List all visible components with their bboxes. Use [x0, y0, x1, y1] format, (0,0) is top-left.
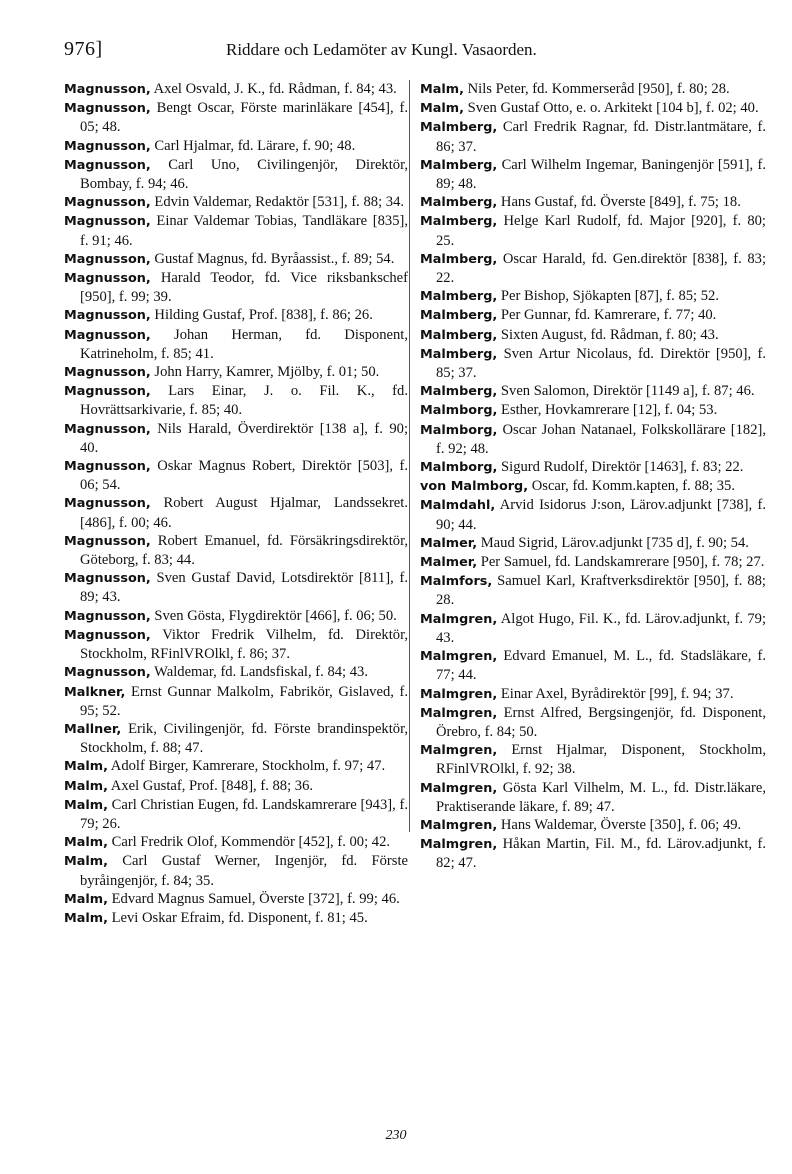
entry-surname: Magnusson,	[64, 571, 151, 587]
entry-details: Einar Valdemar Tobias, Tandläkare [835], f. 91; 46.	[80, 213, 408, 249]
entry-surname: Malm,	[64, 778, 108, 794]
register-entry	[64, 777, 408, 796]
register-entry	[420, 458, 766, 477]
entry-surname: Malmberg,	[420, 308, 498, 324]
entry-details: Nils Peter, fd. Kommerseråd [950], f. 80; 28.	[463, 81, 730, 97]
entry-details: Håkan Martin, Fil. M., fd. Lärov.adjunkt, f. 82; 47.	[436, 836, 766, 872]
register-entry	[64, 306, 408, 325]
register-entry	[420, 816, 766, 835]
register-entry	[64, 663, 408, 682]
entry-details: Hans Gustaf, fd. Överste [849], f. 75; 18.	[497, 194, 741, 211]
register-entry	[420, 193, 766, 212]
entry-surname: Magnusson,	[64, 384, 151, 400]
entry-details: Levi Oskar Efraim, fd. Disponent, f. 81; 45.	[107, 909, 368, 926]
entry-surname: Mallner,	[64, 721, 122, 737]
entry-surname: Malm,	[420, 101, 464, 117]
entry-surname: Malmgren,	[420, 649, 498, 665]
entry-surname: Malmberg,	[420, 157, 498, 173]
entry-details: Samuel Karl, Kraftverksdirektör [950], f. 88; 28.	[436, 573, 766, 609]
register-entry	[64, 494, 408, 531]
entry-details: Algot Hugo, Fil. K., fd. Lärov.adjunkt, f. 79; 43.	[436, 610, 766, 646]
register-entry	[420, 99, 766, 118]
column-divider	[409, 80, 410, 832]
entry-details: Per Gunnar, fd. Kamrerare, f. 77; 40.	[497, 307, 717, 324]
entry-details: Hans Waldemar, Överste [350], f. 06; 49.	[497, 816, 742, 833]
register-entry	[64, 796, 408, 833]
entry-surname: Malmborg,	[420, 422, 498, 438]
register-entry	[64, 137, 408, 156]
entry-surname: Malmborg,	[420, 403, 498, 419]
register-entry	[64, 720, 408, 757]
entry-surname: Malmgren,	[420, 686, 498, 702]
entry-details: Gustaf Magnus, fd. Byråassist., f. 89; 54.	[150, 250, 395, 267]
register-entry	[64, 420, 408, 457]
entry-surname: Malmborg,	[420, 460, 498, 476]
entry-details: Oscar Harald, fd. Gen.direktör [838], f. 83; 22.	[436, 250, 766, 287]
entry-surname: Magnusson,	[64, 82, 151, 97]
entry-surname: Malmberg,	[420, 346, 498, 362]
register-entry	[420, 118, 766, 155]
entry-surname: Malm,	[64, 910, 108, 926]
entry-surname: Malmgren,	[420, 705, 498, 721]
entry-surname: Magnusson,	[64, 533, 151, 549]
page-header	[64, 38, 734, 64]
entry-details: Per Bishop, Sjökapten [87], f. 85; 52.	[497, 288, 719, 305]
entry-surname: Magnusson,	[64, 214, 151, 230]
entry-details: Waldemar, fd. Landsfiskal, f. 84; 43.	[150, 664, 368, 681]
entry-details: Adolf Birger, Kamrerare, Stockholm, f. 97; 47.	[107, 758, 386, 775]
entry-details: Carl Wilhelm Ingemar, Baningenjör [591], f. 89; 48.	[436, 156, 766, 193]
entry-details: Oscar, fd. Komm.kapten, f. 88; 35.	[528, 478, 736, 495]
register-entry	[64, 212, 408, 249]
entry-details: Viktor Fredrik Vilhelm, fd. Direktör, Stockholm, RFinlVROlkl, f. 86; 37.	[80, 626, 408, 663]
entry-surname: Malm,	[64, 854, 108, 870]
entry-details: Esther, Hovkamrerare [12], f. 04; 53.	[497, 402, 718, 419]
register-entry	[420, 704, 766, 741]
register-entry	[64, 269, 408, 306]
register-entry	[420, 212, 766, 249]
entry-details: Carl Hjalmar, fd. Lärare, f. 90; 48.	[150, 137, 356, 154]
left-column	[64, 80, 408, 928]
register-entry	[64, 156, 408, 193]
running-title: Riddare och Ledamöter av Kungl. Vasaorden.	[226, 40, 537, 59]
entry-surname: Malm,	[64, 891, 108, 907]
entry-details: Harald Teodor, fd. Vice riksbankschef [950], f. 99; 39.	[80, 270, 408, 306]
register-entry	[64, 457, 408, 494]
register-entry	[64, 250, 408, 269]
register-entry	[420, 306, 766, 325]
entry-surname: Malmberg,	[420, 195, 498, 211]
register-entry	[64, 833, 408, 852]
entry-surname: Malmfors,	[420, 574, 493, 590]
entry-surname: Malmberg,	[420, 327, 498, 343]
entry-details: Carl Fredrik Olof, Kommendör [452], f. 00; 42.	[107, 834, 391, 851]
register-entry	[64, 99, 408, 136]
entry-details: Ernst Alfred, Bergsingenjör, fd. Disponent, Örebro, f. 84; 50.	[436, 704, 766, 740]
register-entry	[64, 326, 408, 363]
register-entry	[420, 534, 766, 553]
entry-surname: Malmberg,	[420, 251, 498, 267]
register-entry	[420, 741, 766, 778]
entry-surname: Malmgren,	[420, 817, 498, 833]
entry-surname: Magnusson,	[64, 138, 151, 154]
entry-surname: Magnusson,	[64, 251, 151, 267]
register-entry	[420, 647, 766, 684]
register-entry	[64, 757, 408, 776]
register-entry	[420, 326, 766, 345]
entry-surname: von Malmborg,	[420, 479, 529, 495]
entry-details: Sven Salomon, Direktör [1149 a], f. 87; 46.	[497, 383, 755, 400]
entry-details: Erik, Civilingenjör, fd. Förste brandinspektör, Stockholm, f. 88; 47.	[80, 720, 408, 757]
entry-surname: Magnusson,	[64, 157, 151, 173]
register-entry	[420, 572, 766, 609]
entry-surname: Magnusson,	[64, 608, 151, 624]
register-entry	[420, 401, 766, 420]
entry-details: Sven Gustaf Otto, e. o. Arkitekt [104 b], f. 02; 40.	[463, 100, 759, 117]
entry-surname: Malm,	[420, 82, 464, 97]
entry-surname: Magnusson,	[64, 195, 151, 211]
entry-details: Axel Gustaf, Prof. [848], f. 88; 36.	[107, 777, 314, 794]
register-entry	[420, 382, 766, 401]
entry-details: Per Samuel, fd. Landskamrerare [950], f. 78; 27.	[477, 554, 765, 571]
entry-surname: Malmdahl,	[420, 498, 496, 514]
entry-surname: Malmberg,	[420, 214, 498, 230]
entry-details: Carl Christian Eugen, fd. Landskamrerare [943], f. 79; 26.	[80, 796, 408, 832]
entry-details: Sven Gustaf David, Lotsdirektör [811], f. 89; 43.	[80, 570, 408, 606]
entry-surname: Malmer,	[420, 555, 478, 571]
entry-details: Sixten August, fd. Rådman, f. 80; 43.	[497, 326, 719, 343]
entry-surname: Magnusson,	[64, 665, 151, 681]
register-entry	[64, 193, 408, 212]
register-entry	[420, 496, 766, 533]
entry-surname: Malmgren,	[420, 743, 498, 759]
register-entry	[420, 156, 766, 193]
register-entry	[64, 363, 408, 382]
entry-details: Carl Fredrik Ragnar, fd. Distr.lantmätare, f. 86; 37.	[436, 119, 766, 155]
register-entry	[64, 852, 408, 889]
entry-surname: Malmgren,	[420, 780, 498, 796]
register-entry	[64, 890, 408, 909]
entry-details: Nils Harald, Överdirektör [138 a], f. 90; 40.	[80, 420, 408, 456]
entry-surname: Malmberg,	[420, 384, 498, 400]
entry-details: Ernst Gunnar Malkolm, Fabrikör, Gislaved, f. 95; 52.	[80, 683, 408, 719]
entry-details: Arvid Isidorus J:son, Lärov.adjunkt [738], f. 90; 44.	[436, 497, 766, 533]
entry-surname: Malmgren,	[420, 837, 498, 853]
entry-surname: Magnusson,	[64, 459, 151, 475]
register-entry	[420, 250, 766, 287]
register-entry	[64, 607, 408, 626]
entry-surname: Malm,	[64, 835, 108, 851]
entry-details: Maud Sigrid, Lärov.adjunkt [735 d], f. 90; 54.	[477, 534, 749, 551]
entry-details: Johan Herman, fd. Disponent, Katrineholm, f. 85; 41.	[80, 326, 408, 362]
entry-surname: Magnusson,	[64, 627, 151, 643]
entry-details: Bengt Oscar, Förste marinläkare [454], f. 05; 48.	[80, 100, 408, 136]
entry-surname: Malm,	[64, 797, 108, 813]
register-entry	[420, 610, 766, 647]
register-entry	[64, 569, 408, 606]
entry-surname: Magnusson,	[64, 496, 151, 512]
entry-details: Robert August Hjalmar, Landssekret. [486], f. 00; 46.	[80, 495, 408, 531]
entry-surname: Magnusson,	[64, 421, 151, 437]
entry-details: Edvin Valdemar, Redaktör [531], f. 88; 34.	[150, 194, 405, 211]
register-entry	[420, 477, 766, 496]
entry-surname: Magnusson,	[64, 365, 151, 381]
entry-surname: Magnusson,	[64, 308, 151, 324]
register-entry	[420, 685, 766, 704]
entry-details: Gösta Karl Vilhelm, M. L., fd. Distr.läkare, Praktiserande läkare, f. 89; 47.	[436, 779, 766, 815]
entry-surname: Malmer,	[420, 535, 478, 551]
entry-surname: Magnusson,	[64, 271, 151, 287]
entry-details: Helge Karl Rudolf, fd. Major [920], f. 80; 25.	[436, 213, 766, 249]
register-entry	[64, 626, 408, 663]
entry-details: Sven Gösta, Flygdirektör [466], f. 06; 50.	[150, 607, 397, 624]
entry-details: Carl Gustaf Werner, Ingenjör, fd. Förste byråingenjör, f. 84; 35.	[80, 853, 408, 889]
register-entry	[420, 80, 766, 99]
entry-details: Robert Emanuel, fd. Försäkringsdirektör, Göteborg, f. 83; 44.	[80, 532, 408, 569]
entry-details: Carl Uno, Civilingenjör, Direktör, Bombay, f. 94; 46.	[80, 156, 408, 193]
register-entry	[64, 382, 408, 419]
register-entry	[420, 779, 766, 816]
register-entry	[64, 909, 408, 928]
entry-surname: Malmberg,	[420, 289, 498, 305]
entry-details: Hilding Gustaf, Prof. [838], f. 86; 26.	[150, 307, 373, 324]
entry-details: Lars Einar, J. o. Fil. K., fd. Hovrättsarkivarie, f. 85; 40.	[80, 383, 408, 419]
register-entry	[420, 287, 766, 306]
register-entry	[420, 835, 766, 872]
register-entry	[420, 553, 766, 572]
register-entry	[64, 532, 408, 569]
entry-details: Einar Axel, Byrådirektör [99], f. 94; 37.	[497, 685, 734, 702]
entry-details: John Harry, Kamrer, Mjölby, f. 01; 50.	[150, 364, 380, 381]
right-column	[420, 80, 766, 873]
register-entry	[420, 421, 766, 458]
entry-surname: Malmgren,	[420, 611, 498, 627]
entry-details: Oskar Magnus Robert, Direktör [503], f. 06; 54.	[80, 458, 408, 494]
footer-page-number: 230	[385, 1128, 407, 1143]
entry-details: Ernst Hjalmar, Disponent, Stockholm, RFinlVROlkl, f. 92; 38.	[436, 742, 766, 778]
entry-surname: Malmberg,	[420, 120, 498, 136]
entry-details: Sigurd Rudolf, Direktör [1463], f. 83; 22.	[497, 459, 744, 476]
entry-surname: Malm,	[64, 759, 108, 775]
entry-details: Oscar Johan Natanael, Folkskollärare [182], f. 92; 48.	[436, 421, 766, 457]
entry-details: Edvard Emanuel, M. L., fd. Stadsläkare, f. 77; 44.	[436, 648, 766, 684]
entry-surname: Magnusson,	[64, 327, 151, 343]
page-number: 976]	[64, 38, 103, 60]
entry-details: Sven Artur Nicolaus, fd. Direktör [950], f. 85; 37.	[436, 345, 766, 382]
register-entry	[420, 345, 766, 382]
entry-surname: Magnusson,	[64, 101, 151, 117]
register-entry	[64, 683, 408, 720]
register-entry	[64, 80, 408, 99]
entry-details: Axel Osvald, J. K., fd. Rådman, f. 84; 43.	[150, 81, 397, 97]
entry-details: Edvard Magnus Samuel, Överste [372], f. 99; 46.	[107, 890, 400, 907]
entry-surname: Malkner,	[64, 684, 126, 700]
